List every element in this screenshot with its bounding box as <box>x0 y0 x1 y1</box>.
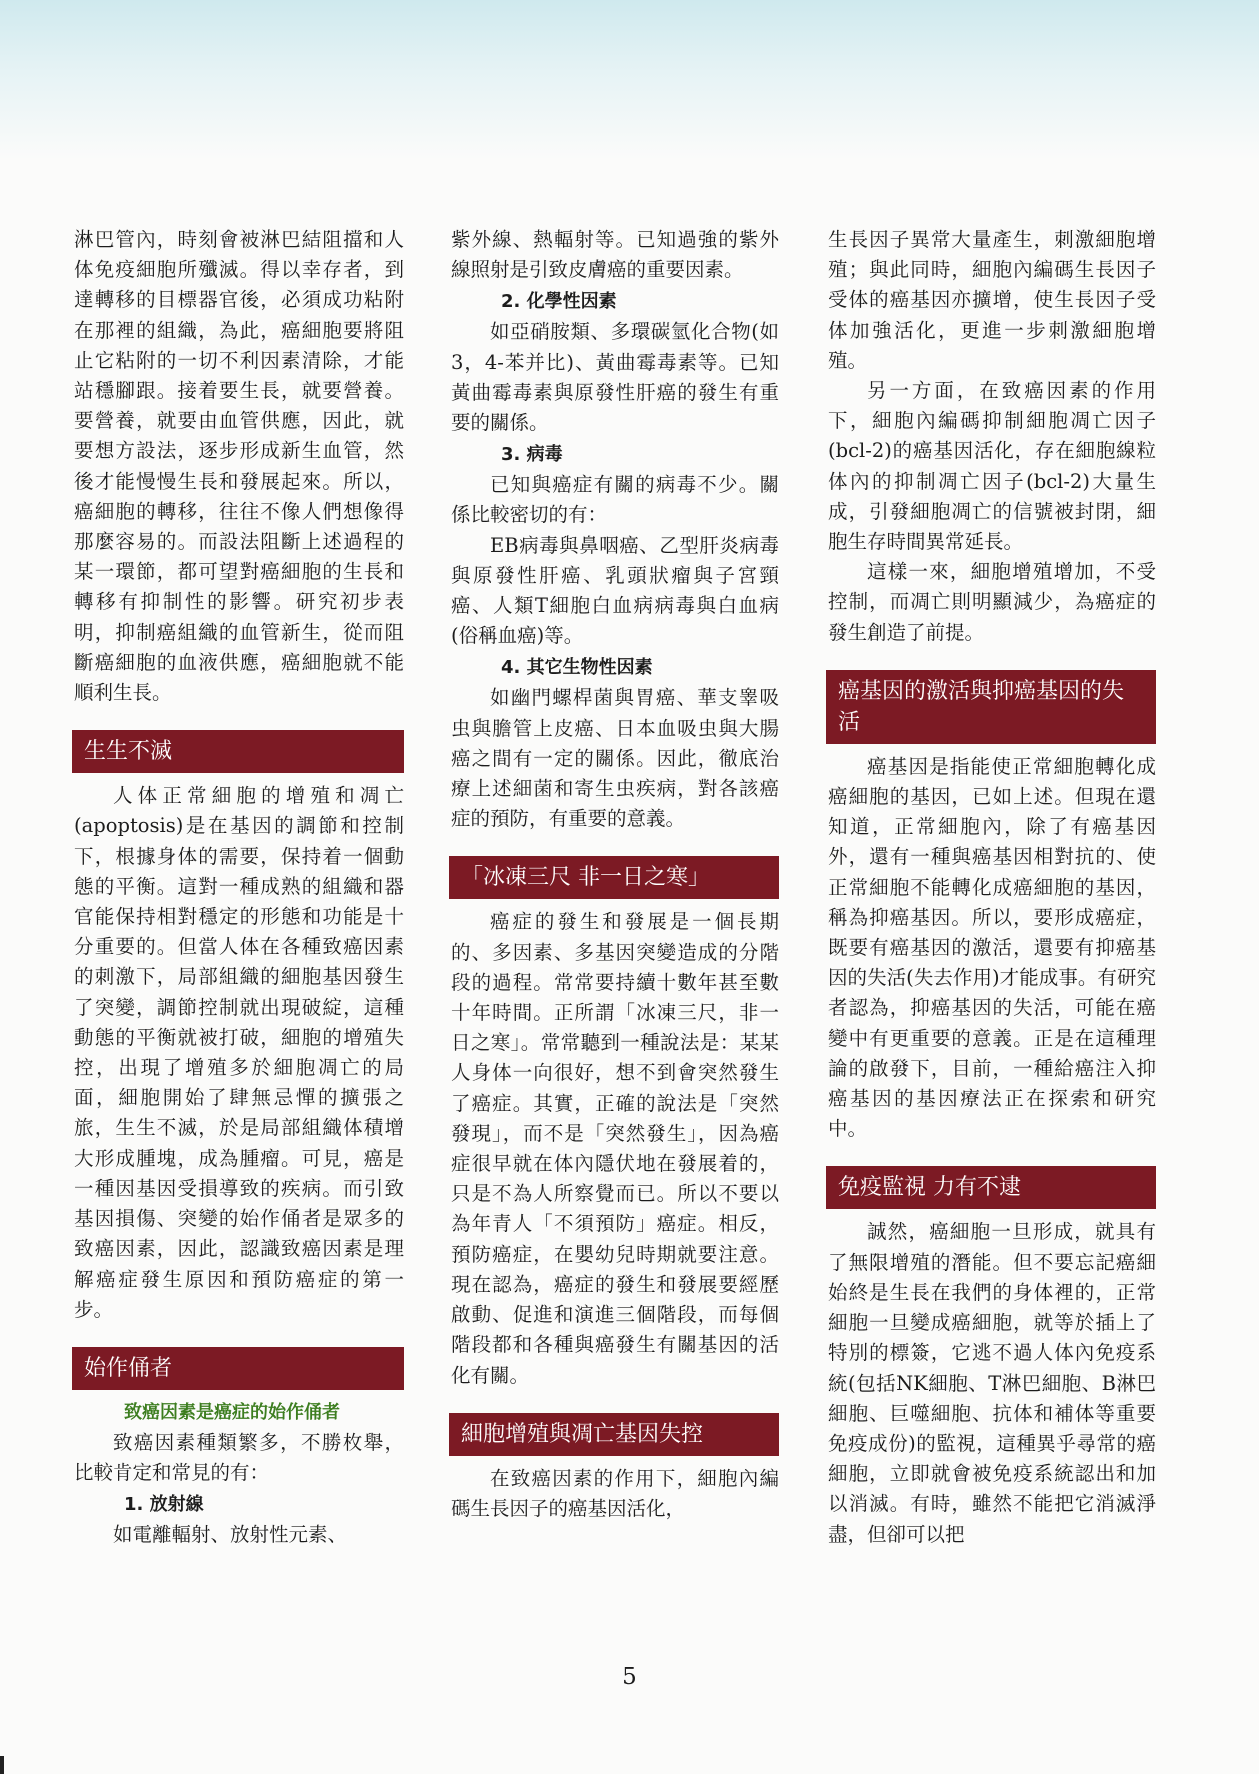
paragraph-carcinogen-types: 致癌因素種類繁多，不勝枚舉，比較肯定和常見的有： <box>74 1430 404 1485</box>
paragraph-virus: 已知與癌症有關的病毒不少。關係比較密切的有： <box>451 473 779 527</box>
section-heading-immune: 免疫監視 力有不逮 <box>826 1166 1156 1209</box>
subheading-carcinogen: 致癌因素是癌症的始作俑者 <box>124 1401 340 1423</box>
paragraph-shengsheng: 人体正常細胞的增殖和凋亡(apoptosis)是在基因的調節和控制下，根據身体的需要，保持着一個動態的平衡。這對一種成熟的組織和器官能保持相對穩定的形態和功能是十分重要的。但當人体在各種致癌因素的刺激下，局部組織的細胞基因發生了突變，調節控制就出現破綻，這種動態的平衡就被打破，細胞的增殖失控，出現了增殖多於細胞凋亡的局面，細胞開始了肆無忌憚的擴張之旅，生生不滅，於是局部組織体積增大形成腫塊，成為腫瘤。可見，癌是一種因基因受損導致的疾病。而引致基因損傷、突變的始作俑者是眾多的致癌因素，因此，認識致癌因素是理解癌症發生原因和預防癌症的第一步。 <box>74 784 404 1321</box>
paragraph-other-bio: 如幽門螺桿菌與胃癌、華支睾吸虫與膽管上皮癌、日本血吸虫與大腸癌之間有一定的關係。因此，徹底治療上述細菌和寄生虫疾病，對各該癌症的預防，有重要的意義。 <box>451 686 779 831</box>
item-heading-other-bio: 4. 其它生物性因素 <box>501 657 653 679</box>
paragraph-growth-factor: 生長因子異常大量產生，刺激細胞增殖；與此同時，細胞內編碼生長因子受体的癌基因亦擴增，使生長因子受体加強活化，更進一步刺激細胞增殖。 <box>828 228 1156 372</box>
paragraph-radiation: 如電離輻射、放射性元素、 <box>113 1523 348 1547</box>
section-heading-oncogene: 癌基因的激活與抑癌基因的失活 <box>826 670 1156 744</box>
paragraph-bcl2: 另一方面，在致癌因素的作用下，細胞內編碼抑制細胞凋亡因子(bcl-2)的癌基因活化，存在細胞線粒体內的抑制凋亡因子(bcl-2)大量生成，引發細胞凋亡的信號被封閉，細胞生存時間異常延長。 <box>828 379 1156 554</box>
paragraph-bingdong: 癌症的發生和發展是一個長期的、多因素、多基因突變造成的分階段的過程。常常要持續十數年甚至數十年時間。正所謂「冰凍三尺，非一日之寒」。常常聽到一種說法是：某某人身体一向很好，想不到會突然發生了癌症。其實，正確的說法是「突然發現」，而不是「突然發生」，因為癌症很早就在体內隱伏地在發展着的，只是不為人所察覺而已。所以不要以為年青人「不須預防」癌症。相反，預防癌症，在嬰幼兒時期就要注意。現在認為，癌症的發生和發展要經歷啟動、促進和演進三個階段，而每個階段都和各種與癌發生有關基因的活化有關。 <box>451 910 779 1387</box>
paragraph-virus-list: EB病毒與鼻咽癌、乙型肝炎病毒與原發性肝癌、乳頭狀瘤與子宮頸癌、人類T細胞白血病病毒與白血病(俗稱血癌)等。 <box>451 533 779 648</box>
page-number: 5 <box>622 1664 637 1690</box>
section-heading-proliferation: 細胞增殖與凋亡基因失控 <box>449 1413 779 1456</box>
paragraph-proliferation: 在致癌因素的作用下，細胞內編碼生長因子的癌基因活化， <box>451 1466 779 1520</box>
paragraph-radiation-cont: 紫外線、熱輻射等。已知過強的紫外線照射是引致皮膚癌的重要因素。 <box>451 228 779 282</box>
item-heading-radiation: 1. 放射線 <box>124 1494 204 1516</box>
section-heading-bingdong: 「冰凍三尺 非一日之寒」 <box>449 856 779 899</box>
header-tint-band <box>0 0 1259 160</box>
corner-crop-mark <box>0 1756 4 1774</box>
column-3 <box>828 225 1156 1550</box>
column-1 <box>74 225 404 1551</box>
intro-paragraph: 淋巴管內，時刻會被淋巴結阻擋和人体免疫細胞所殲滅。得以幸存者，到達轉移的目標器官後，必須成功粘附在那裡的組織，為此，癌細胞要將阻止它粘附的一切不利因素清除，才能站穩腳跟。接着要生長，就要營養。要營養，就要由血管供應，因此，就要想方設法，逐步形成新生血管，然後才能慢慢生長和發展起來。所以，癌細胞的轉移，往往不像人們想像得那麼容易的。而設法阻斷上述過程的某一環節，都可望對癌細胞的生長和轉移有抑制性的影響。研究初步表明，抑制癌組織的血管新生，從而阻斷癌細胞的血液供應，癌細胞就不能順利生長。 <box>74 228 404 705</box>
paragraph-oncogene: 癌基因是指能使正常細胞轉化成癌細胞的基因，已如上述。但現在還知道，正常細胞內，除了有癌基因外，還有一種與癌基因相對抗的、使正常細胞不能轉化成癌細胞的基因，稱為抑癌基因。所以，要形成癌症，既要有癌基因的激活，還要有抑癌基因的失活(失去作用)才能成事。有研究者認為，抑癌基因的失活，可能在癌變中有更重要的意義。正是在這種理論的啟發下，目前，一種給癌注入抑癌基因的基因療法正在探索和研究中。 <box>828 754 1156 1141</box>
item-heading-chemical: 2. 化學性因素 <box>501 291 617 313</box>
paragraph-consequence: 這樣一來，細胞增殖增加，不受控制，而凋亡則明顯減少，為癌症的發生創造了前提。 <box>828 560 1156 644</box>
section-heading-shizuo: 始作俑者 <box>72 1347 404 1390</box>
section-heading-shengsheng: 生生不滅 <box>72 730 404 773</box>
column-2 <box>451 225 779 1524</box>
item-heading-virus: 3. 病毒 <box>501 444 563 466</box>
paragraph-chemical: 如亞硝胺類、多環碳氫化合物(如3，4-苯并比)、黃曲霉毒素等。已知黃曲霉毒素與原發性肝癌的發生有重要的關係。 <box>451 320 779 435</box>
paragraph-immune: 誠然，癌細胞一旦形成，就具有了無限增殖的潛能。但不要忘記癌細始終是生長在我們的身体裡的，正常細胞一旦變成癌細胞，就等於插上了特別的標簽，它逃不過人体內免疫系統(包括NK細胞、T淋巴細胞、B淋巴細胞、巨噬細胞、抗体和補体等重要免疫成份)的監視，這種異乎尋常的癌細胞，立即就會被免疫系統認出和加以消滅。有時，雖然不能把它消滅淨盡，但卻可以把 <box>828 1220 1156 1546</box>
